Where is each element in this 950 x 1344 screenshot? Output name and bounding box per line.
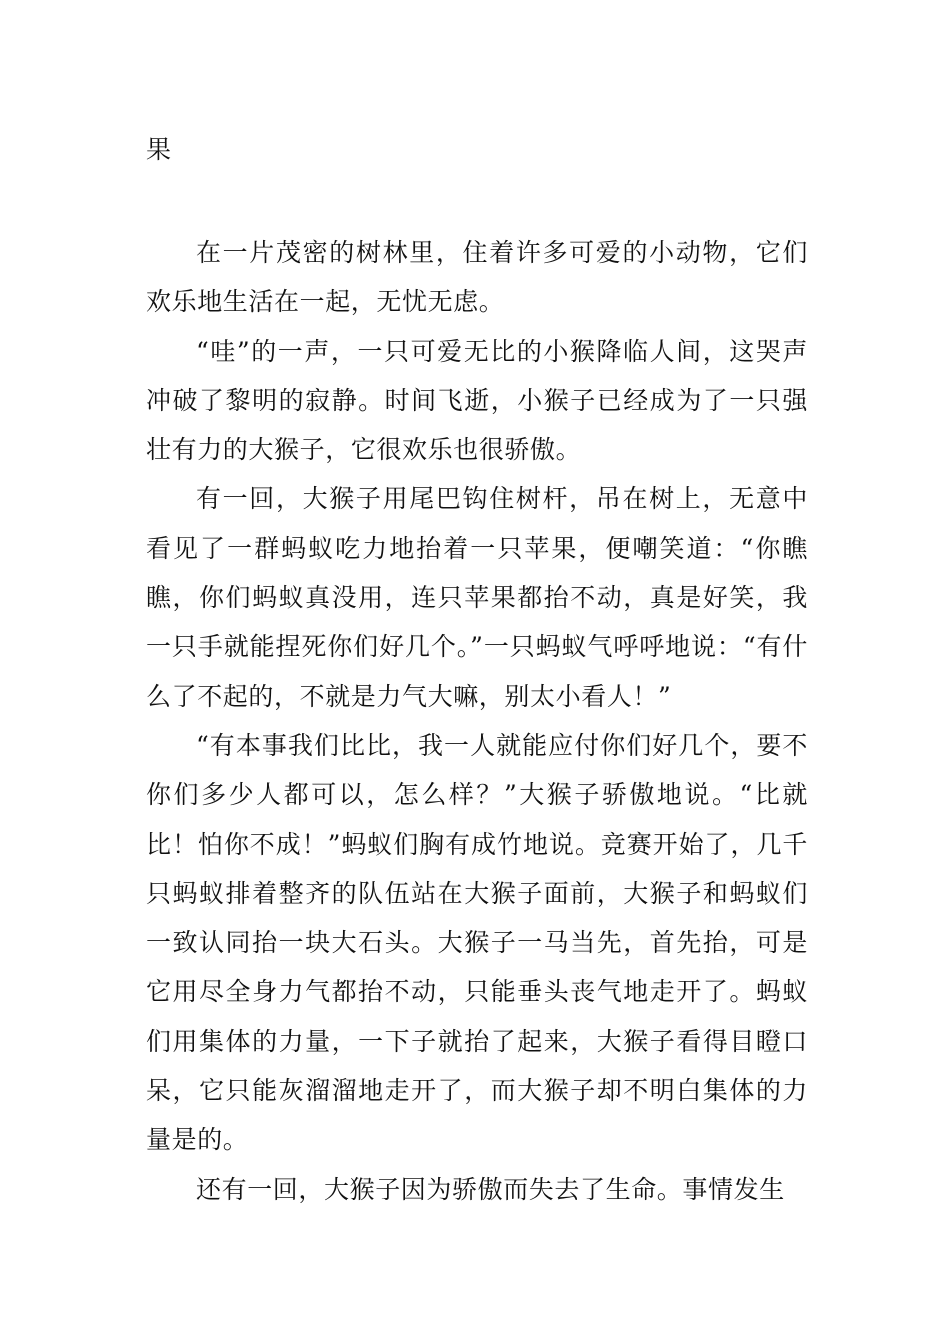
paragraph: 在一片茂密的树林里，住着许多可爱的小动物，它们欢乐地生活在一起，无忧无虑。 (146, 238, 808, 317)
paragraph: “哇”的一声，一只可爱无比的小猴降临人间，这哭声冲破了黎明的寂静。时间飞逝，小猴子已经成为了一只强壮有力的大猴子，它很欢乐也很骄傲。 (146, 336, 808, 465)
paragraph: “有本事我们比比，我一人就能应付你们好几个，要不你们多少人都可以，怎么样？”大猴子骄傲地说。“比就比！怕你不成！”蚂蚁们胸有成竹地说。竞赛开始了，几千只蚂蚁排着整齐的队伍站在大猴子面前，大猴子和蚂蚁们一致认同抬一块大石头。大猴子一马当先，首先抬，可是它用尽全身力气都抬不动，只能垂头丧气地走开了。蚂蚁们用集体的力量，一下子就抬了起来，大猴子看得目瞪口呆，它只能灰溜溜地走开了，而大猴子却不明白集体的力量是的。 (146, 730, 808, 1155)
document-body (146, 228, 808, 1214)
paragraph: 还有一回，大猴子因为骄傲而失去了生命。事情发生 (196, 1174, 785, 1204)
heading-fragment: 果 (146, 135, 172, 164)
paragraph: 有一回，大猴子用尾巴钩住树杆，吊在树上，无意中看见了一群蚂蚁吃力地抬着一只苹果，便嘲笑道：“你瞧瞧，你们蚂蚁真没用，连只苹果都抬不动，真是好笑，我一只手就能捏死你们好几个。”一只蚂蚁气呼呼地说：“有什么了不起的，不就是力气大嘛，别太小看人！” (146, 484, 808, 711)
